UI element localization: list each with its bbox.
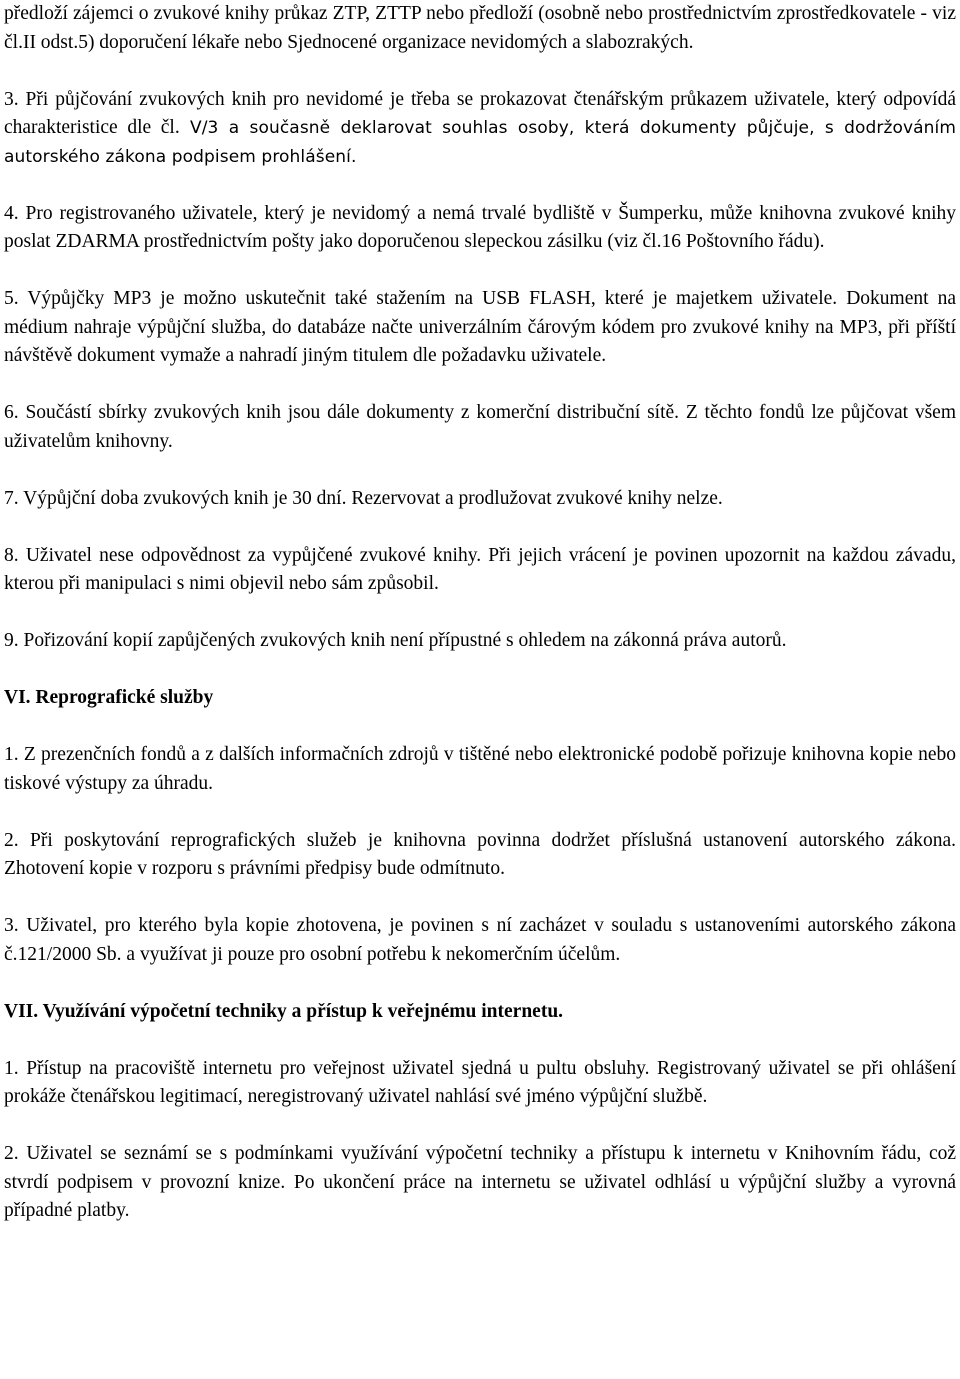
section-7-item-1: 1. Přístup na pracoviště internetu pro veřejnost uživatel sjedná u pultu obsluhy. Registrovaný uživatel se při ohlášení prokáže čtenářskou legitimací, neregistrovaný uživatel nahlásí své jméno výpůjční službě. [4,1057,956,1107]
section-7-item-2: 2. Uživatel se seznámí se s podmínkami využívání výpočetní techniky a přístupu k internetu v Knihovním řádu, což stvrdí podpisem v provozní knize. Po ukončení práce na internetu se uživatel odhlásí u výpůjční služby a vyrovná případné platby. [4,1143,956,1221]
section-heading-computer-internet: VII. Využívání výpočetní techniky a přístup k veřejnému internetu. [4,1000,564,1022]
document-page [4,0,956,1254]
section-6-item-2: 2. Při poskytování reprografických služeb je knihovna povinna dodržet příslušná ustanovení autorského zákona. Zhotovení kopie v rozporu s právními předpisy bude odmítnuto. [4,829,956,879]
paragraph-item-8: 8. Uživatel nese odpovědnost za vypůjčené zvukové knihy. Při jejich vrácení je povinen upozornit na každou závadu, kterou při manipulaci s nimi objevil nebo sám způsobil. [4,544,956,594]
paragraph-item-4: 4. Pro registrovaného uživatele, který je nevidomý a nemá trvalé bydliště v Šumperku, může knihovna zvukové knihy poslat ZDARMA prostřednictvím pošty jako doporučenou slepeckou zásilku (viz čl.16 Poštovního řádu). [4,202,956,252]
paragraph-item-9: 9. Pořizování kopií zapůjčených zvukových knih není přípustné s ohledem na zákonná práva autorů. [4,630,787,651]
paragraph-item-7: 7. Výpůjční doba zvukových knih je 30 dní. Rezervovat a prodlužovat zvukové knihy nelze. [4,487,723,509]
paragraph-intro: předloží zájemci o zvukové knihy průkaz ZTP, ZTTP nebo předloží (osobně nebo prostřednictvím zprostředkovatele - viz čl.II odst.5) doporučení lékaře nebo Sjednocené organizace nevidomých a slabozrakých. [4,3,956,53]
section-6-item-1: 1. Z prezenčních fondů a z dalších informačních zdrojů v tištěné nebo elektronické podobě pořizuje knihovna kopie nebo tiskové výstupy za úhradu. [4,744,956,794]
section-heading-reprographic: VI. Reprografické služby [4,687,214,708]
paragraph-item-5: 5. Výpůjčky MP3 je možno uskutečnit také stažením na USB FLASH, které je majetkem uživatele. Dokument na médium nahraje výpůjční služba, do databáze načte univerzálním čárovým kódem pro zvukové knihy na MP3, při příští návštěvě dokument vymaže a nahradí jiným titulem dle požadavku uživatele. [4,288,956,366]
section-6-item-3: 3. Uživatel, pro kterého byla kopie zhotovena, je povinen s ní zacházet v souladu s ustanoveními autorského zákona č.121/2000 Sb. a využívat ji pouze pro osobní potřebu k nekomerčním účelům. [4,915,956,965]
item-3-text-serif: 3. Při půjčování zvukových knih pro nevidomé je třeba se prokazovat čtenářským průkazem uživatele, který odpovídá charakteristice dle čl. [4,88,956,138]
paragraph-item-6: 6. Součástí sbírky zvukových knih jsou dále dokumenty z komerční distribuční sítě. Z těchto fondů lze půjčovat všem uživatelům knihovny. [4,402,956,452]
paragraph-item-3 [4,86,956,172]
item-3-text-sans: V/3 a současně deklarovat souhlas osoby, která dokumenty půjčuje, s dodržováním autorského zákona podpisem prohlášení. [4,118,957,167]
